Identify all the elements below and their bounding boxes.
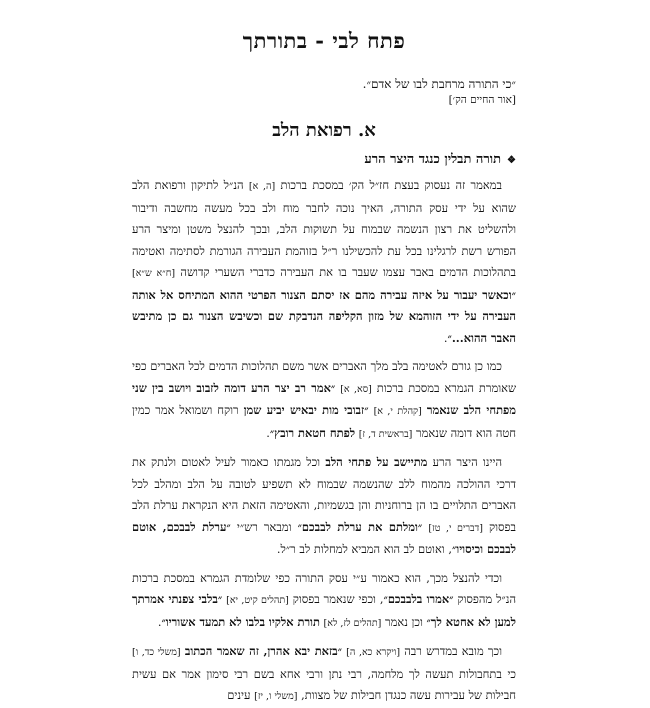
- text-run: היינו היצר הרע: [427, 455, 503, 469]
- text-run: כמו כן גורם לאטימה בלב מלך האברים אשר משם תהלוכות הדמים לכל האברים כפי שאומרת הגמרא במסכת ברכות: [132, 359, 517, 395]
- text-run: וכך מובא במדרש רבה: [400, 644, 502, 658]
- body-text: [132, 175, 516, 708]
- quoted-text: ״זבובי מות יבאיש יביע שמן: [243, 403, 369, 417]
- epigraph-source: [אור החיים הק׳]: [448, 94, 516, 106]
- text-run: במאמר זה נעסוק בעצת חז״ל הק׳ במסכת ברכות: [275, 178, 502, 192]
- quoted-text: ״ומלתם את ערלת לבבכם״: [297, 519, 423, 534]
- source-citation: [ה, א]: [248, 181, 276, 192]
- text-run: כי בתחבולות תעשה לך מלחמה, רבי נתן ורבי אחא בשם רבי סימון אמר אם עשית חבילות של עבירות עשה כנגדן חבילות של מצוות,: [132, 666, 516, 702]
- source-citation: [ויקרא כא, ה]: [346, 647, 401, 658]
- quoted-text: ״וכאשר יעבור על איזה עבירה מהם אז יסתם הצנור הפרטי ההוא המתיחס אל אותה העבירה על ידי הזוהמא של מזון הקליפה הנדבקת שם וכשיבש הצנור גם כן מתיבש האבר ההוא...״: [132, 287, 516, 345]
- paragraph: [132, 452, 516, 561]
- text-run: , וכפי שנאמר בפסוק: [288, 592, 384, 606]
- text-run: עינים: [227, 688, 255, 702]
- source-citation: [סא, א]: [340, 383, 372, 395]
- quoted-text: ״ערלת לבבכם, אוטם לבבכם וכיסויו״: [132, 519, 516, 556]
- source-citation: [תהלים קיט, יא]: [226, 595, 289, 606]
- paragraph: [132, 641, 516, 708]
- text-run: וכן נאמר: [381, 614, 427, 629]
- quoted-text: ״אמרו בלבבכם״: [383, 592, 454, 606]
- subheading: [132, 151, 516, 167]
- paragraph: [132, 568, 516, 635]
- quoted-text: לפתח חטאת רובץ״: [269, 425, 356, 440]
- quoted-text: מתיישב על פתחי הלב: [325, 455, 428, 469]
- text-run: .: [443, 330, 448, 345]
- quoted-text: ״בלבי צפנתי אמרתך למען לא אחטא לך״: [132, 592, 516, 629]
- text-run: רוקח ושמואל אמר כמין חטה הוא דומה שנאמר: [132, 403, 516, 440]
- paragraph: [132, 175, 516, 349]
- text-run: ומבאר רש״י: [230, 519, 298, 534]
- text-run: הנ״ל לתיקון ורפואת הלב שהוא על ידי עסק התורה, האיך נוכה לחבר מוח ולב בכל מעשה מחשבה ודיבור ולהשליט את רצון הנשמה שבמוח על תשוקות הלב, ובכך להנצל משטן ומיצר הרע הפורש רשת לרגלינו בכל עת להכשילנו ר״ל בזוהמת העבירה הגורמת לסתימה ואטימה בתהלוכות הדמים באבר עצמו שעבר בו את העבירה כדברי השערי קדושה: [132, 178, 516, 279]
- quoted-text: ״אמר רב יצר הרע דומה לזבוב ויושב בין שני מפתחי הלב שנאמר: [132, 380, 517, 417]
- subheading-text: תורה תבלין כנגד היצר הרע: [364, 152, 502, 167]
- source-citation: [תהלים לז, לא]: [323, 617, 382, 629]
- text-run: וכל מגמתו כאמור לעיל לאטום ולנתק את דרכי ההולכה מהמוח ללב שהנשמה שבמוח לא תשפיע לטובה על הלב ומהלב לכל האברים התלויים בו הן ברוחניות והן בגשמיות, והאטימה הזאת היא הנקראת ערלת הלב בפסוק: [132, 455, 516, 534]
- quoted-text: ״בזאת יבא אהרן, זה שאמר הכתוב: [184, 644, 342, 658]
- source-citation: [משלי ו, יז]: [254, 691, 298, 702]
- page-title: פתח לבי - בתורתך: [242, 28, 406, 53]
- text-run: .: [266, 425, 270, 440]
- epigraph-quote: ״כי התורה מרחבת לבו של אדם״.: [362, 77, 516, 91]
- section-heading: א. רפואת הלב: [272, 120, 376, 141]
- quoted-text: תורת אלקיו בלבו לא תמעד אשוריו״: [161, 614, 320, 629]
- diamond-bullet-icon: ❖: [507, 155, 516, 166]
- source-citation: [קהלת י, א]: [373, 406, 422, 417]
- source-citation: [משלי כד, ו]: [132, 647, 181, 658]
- text-run: .: [157, 614, 162, 629]
- text-run: וכדי להנצל מכך, הוא כאמור ע״י עסק התורה כפי שלומדת הגמרא במסכת ברכות הנ״ל מהפסוק: [132, 570, 517, 606]
- paragraph: [132, 356, 516, 445]
- source-citation: [דברים י, טז]: [428, 522, 483, 534]
- text-run: , ואוטם לב הוא המביא למחלות לב ר״ל.: [276, 542, 452, 556]
- source-citation: [בראשית ד, ז]: [358, 428, 413, 440]
- source-citation: [ח״א ש״א]: [132, 268, 176, 279]
